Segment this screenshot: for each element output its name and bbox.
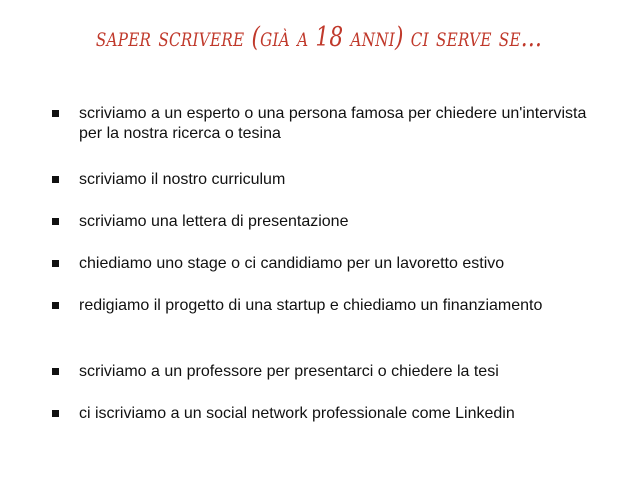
bullet-item xyxy=(52,296,612,316)
square-bullet-icon xyxy=(52,176,59,183)
square-bullet-icon xyxy=(52,260,59,267)
bullet-item xyxy=(52,362,612,382)
square-bullet-icon xyxy=(52,302,59,309)
bullet-text: scriviamo il nostro curriculum xyxy=(79,171,286,188)
bullet-text: scriviamo una lettera di presentazione xyxy=(79,213,349,230)
bullet-text: ci iscriviamo a un social network professionale come Linkedin xyxy=(79,405,515,422)
bullet-item xyxy=(52,212,612,232)
bullet-item xyxy=(52,254,612,274)
bullet-text: chiediamo uno stage o ci candidiamo per un lavoretto estivo xyxy=(79,255,505,272)
bullet-item xyxy=(52,104,612,144)
slide-title: saper scrivere (già a 18 anni) ci serve se... xyxy=(95,22,543,53)
bullet-item xyxy=(52,170,612,190)
bullet-text: redigiamo il progetto di una startup e chiediamo un finanziamento xyxy=(79,297,543,314)
square-bullet-icon xyxy=(52,410,59,417)
square-bullet-icon xyxy=(52,110,59,117)
square-bullet-icon xyxy=(52,218,59,225)
bullet-text: scriviamo a un esperto o una persona famosa per chiedere un'intervista per la nostra ricerca o tesina xyxy=(79,105,587,142)
bullet-text: scriviamo a un professore per presentarci o chiedere la tesi xyxy=(79,363,499,380)
square-bullet-icon xyxy=(52,368,59,375)
bullet-item xyxy=(52,404,612,424)
